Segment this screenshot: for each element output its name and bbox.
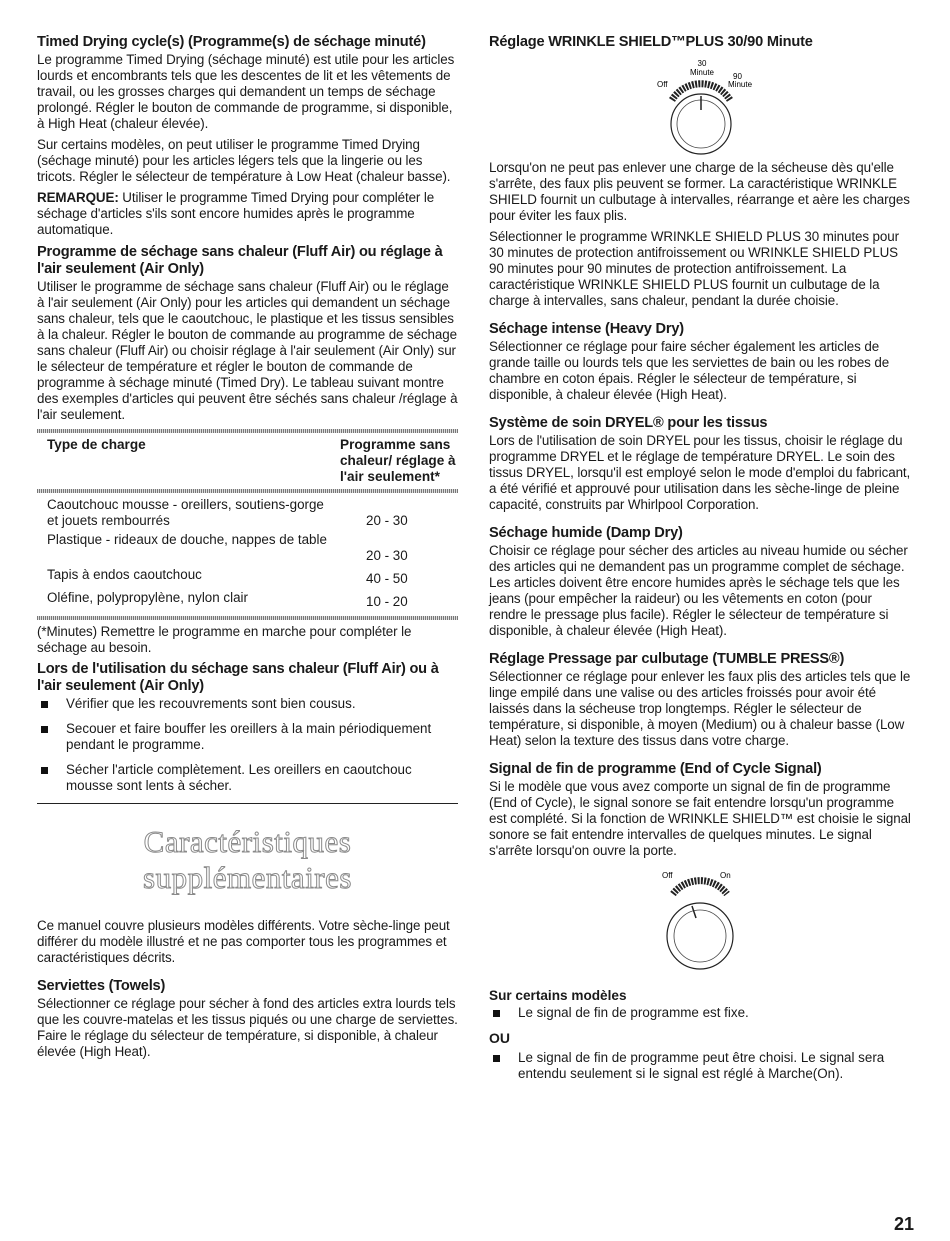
signal-label-off: Off <box>662 871 673 880</box>
right-column <box>489 34 911 1091</box>
section-dryel <box>489 415 911 513</box>
para-dryel: Lors de l'utilisation de soin DRYEL pour les tissus, choisir le réglage du programme DRYEL et le réglage de température DRYEL. Le soin des tissus DRYEL, lorsqu'il est employé selon le mode d'emploi du fabricant, a été vérifié et approuvé pour utilisation dans les sèche-linge de pleine capacité, construits par Whirlpool Corporation. <box>489 433 911 512</box>
table-bottom-rule <box>37 616 458 620</box>
table-cell-value: 20 - 30 <box>366 513 408 528</box>
list-item: Secouer et faire bouffer les oreillers à la main périodiquement pendant le programme. <box>37 721 458 753</box>
heading-tumble-press: Réglage Pressage par culbutage (TUMBLE PRESS®) <box>489 651 845 667</box>
para-intro: Ce manuel couvre plusieurs modèles différents. Votre sèche-linge peut différer du modèle illustré et ne pas comporter tous les programmes et caractéristiques décrits. <box>37 918 450 965</box>
dial-label-minute: Minute <box>689 68 715 77</box>
table-cell-value: 10 - 20 <box>366 594 408 609</box>
table-row <box>47 567 458 587</box>
section-damp-dry <box>489 525 911 639</box>
signal-list-1 <box>489 1005 911 1021</box>
dial-label-90: 90 <box>733 72 742 81</box>
left-column <box>37 34 458 1066</box>
heading-end-signal: Signal de fin de programme (End of Cycle Signal) <box>489 761 822 777</box>
section-heavy-dry <box>489 321 911 403</box>
list-item: Le signal de fin de programme peut être choisi. Le signal sera entendu seulement si le signal est réglé à Marche(On). <box>489 1050 911 1082</box>
table-header <box>47 437 458 485</box>
page-number: 21 <box>893 1214 914 1234</box>
heading-wrinkle-shield: Réglage WRINKLE SHIELD™PLUS 30/90 Minute <box>489 34 813 50</box>
heading-fluff-usage: Lors de l'utilisation du séchage sans chaleur (Fluff Air) ou à l'air seulement (Air Only) <box>37 661 439 694</box>
table-cell-value: 20 - 30 <box>366 548 408 563</box>
drying-table <box>37 429 458 656</box>
table-cell-item: Plastique - rideaux de douche, nappes de table <box>47 532 327 547</box>
table-col-programme: Programme sans chaleur/ réglage à l'air seulement* <box>340 437 456 484</box>
dial-label-off: Off <box>657 80 668 89</box>
table-col-type: Type de charge <box>47 437 146 452</box>
remark-text: Utiliser le programme Timed Drying pour compléter le séchage d'articles s'ils sont encore humides après le programme automatique. <box>37 190 435 237</box>
or-label: OU <box>489 1030 510 1046</box>
para-timed-2: Sur certains modèles, on peut utiliser le programme Timed Drying (séchage minuté) pour les articles légers tels que la lingerie ou les tricots. Régler le sélecteur de température à Low Heat (chaleur basse). <box>37 137 451 184</box>
table-cell-item: Oléfine, polypropylène, nylon clair <box>47 590 248 605</box>
heading-some-models: Sur certains modèles <box>489 988 627 1003</box>
heading-timed-drying: Timed Drying cycle(s) (Programme(s) de séchage minuté) <box>37 34 426 50</box>
table-row <box>47 532 458 564</box>
section-wrinkle-shield <box>489 34 911 309</box>
heading-heavy-dry: Séchage intense (Heavy Dry) <box>489 321 684 337</box>
table-row <box>47 497 458 529</box>
para-damp: Choisir ce réglage pour sécher des articles au niveau humide ou sécher des articles qui ne demandent pas un programme complet de séchage. Les articles doivent être encore humides après le séchage tels que les jeans (pour empêcher la raideur) ou les vêtements en coton (pour rendre le pressage plus facile). Régler le sélecteur de température si disponible, à chaleur élevée (High Heat). <box>489 543 908 638</box>
para-tumble: Sélectionner ce réglage pour enlever les faux plis des articles tels que le linge empilé dans une valise ou des articles froissés pour avoir été laissés dans la sécheuse trop longtemps. Régler le sélecteur de température, si disponible, à moyen (Medium) ou à chaleur basse (Low Heat) selon la texture des tissus dans votre charge. <box>489 669 911 748</box>
heading-fluff-air: Programme de séchage sans chaleur (Fluff Air) ou réglage à l'air seulement (Air Only) <box>37 244 443 277</box>
dial-label-minute-2: Minute <box>728 80 753 89</box>
section-timed-drying <box>37 34 458 238</box>
table-top-rule <box>37 429 458 433</box>
list-item: Le signal de fin de programme est fixe. <box>489 1005 911 1021</box>
table-cell-value: 40 - 50 <box>366 571 408 586</box>
para-signal: Si le modèle que vous avez comporte un signal de fin de programme (End of Cycle), le signal sonore se fait entendre lorsqu'un programme est complété. Si la fonction de WRINKLE SHIELD™ est choisie le signal sonore se fait entendre intervalles de quelques minutes. Le signal s'arrête lorsqu'on ouvre la porte. <box>489 779 911 858</box>
section-tumble-press <box>489 651 911 749</box>
dial-label-30: 30 <box>697 59 707 68</box>
remark-label: REMARQUE: <box>37 190 119 205</box>
heading-dryel: Système de soin DRYEL® pour les tissus <box>489 415 768 431</box>
signal-dial-knob <box>667 903 733 969</box>
para-timed-remark <box>37 190 458 238</box>
table-note: (*Minutes) Remettre le programme en marche pour compléter le séchage au besoin. <box>37 624 412 655</box>
table-row <box>47 590 458 610</box>
para-wrinkle-2: Sélectionner le programme WRINKLE SHIELD PLUS 30 minutes pour 30 minutes de protection antifroissement ou WRINKLE SHIELD PLUS 90 minutes pour 90 minutes de protection antifroissement. La caractéristique WRINKLE SHIELD PLUS fournit un culbutage de la charge à intervalles, sans chaleur, pendant la durée choisie. <box>489 229 899 308</box>
wrinkle-dial-icon <box>630 52 770 160</box>
para-wrinkle-1: Lorsqu'on ne peut pas enlever une charge de la sécheuse dès qu'elle s'arrête, des faux plis peuvent se former. La caractéristique WRINKLE SHIELD fournit un culbutage à intervalles, réarrange et aère les charges pour éviter les faux plis. <box>489 160 910 223</box>
para-fluff-1: Utiliser le programme de séchage sans chaleur (Fluff Air) ou le réglage à l'air seulement (Air Only) pour les articles qui demandent un séchage sans chaleur, tels que le caoutchouc, le plastique et les tissus sensibles à la chaleur. Régler le bouton de commande au programme de séchage sans chaleur (Fluff Air) ou choisir réglage à l'air seulement (Air Only) sur le sélecteur de température et régler le bouton de commande de programme à séchage minuté (Timed Dry). Le tableau suivant montre des exemples d'articles qui peuvent être séchés sans chaleur /réglage à l'air seulement. <box>37 279 458 422</box>
para-timed-1: Le programme Timed Drying (séchage minuté) est utile pour les articles lourds et encombrants tels que les descentes de lit et les vêtements de travail, ou les grosses charges qui demandent un temps de séchage prolongé. Régler le bouton de commande de programme, si disponible, à High Heat (chaleur élevée). <box>37 52 455 131</box>
section-fluff-usage <box>37 661 458 794</box>
table-header-rule <box>37 489 458 493</box>
signal-list-2 <box>489 1050 911 1082</box>
list-item: Vérifier que les recouvrements sont bien cousus. <box>37 696 458 712</box>
table-cell-item: Tapis à endos caoutchouc <box>47 567 202 582</box>
section-towels <box>37 978 458 1060</box>
fluff-usage-list <box>37 696 458 794</box>
signal-dial-icon <box>640 864 760 988</box>
section-fluff-air <box>37 244 458 423</box>
heading-damp-dry: Séchage humide (Damp Dry) <box>489 525 683 541</box>
section-banner: Caractéristiques supplémentaires <box>37 803 458 918</box>
para-heavy: Sélectionner ce réglage pour faire sécher également les articles de grande taille ou lourds tels que les serviettes de bain ou les robes de chambre en coton épais. Régler le sélecteur de température, si disponible, à chaleur élevée (High Heat). <box>489 339 890 402</box>
list-item: Sécher l'article complètement. Les oreillers en caoutchouc mousse sont lents à sécher. <box>37 762 458 794</box>
signal-label-on: On <box>720 871 731 880</box>
signal-dial-arc <box>673 881 727 894</box>
para-towels: Sélectionner ce réglage pour sécher à fond des articles extra lourds tels que les couvre-matelas et les tissus piqués ou une charge de serviettes. Faire le réglage du sélecteur de température, si disponible, à chaleur élevée (High Heat). <box>37 996 458 1059</box>
heading-towels: Serviettes (Towels) <box>37 978 166 994</box>
section-end-signal <box>489 761 911 1082</box>
table-cell-item: Caoutchouc mousse - oreillers, soutiens-gorge et jouets rembourrés <box>47 497 324 528</box>
